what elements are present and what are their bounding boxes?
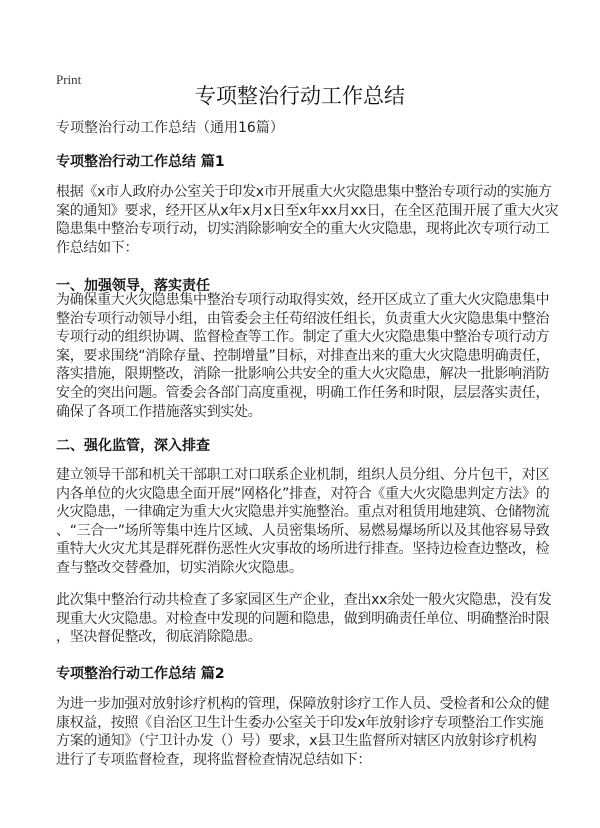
text-line: 重特大火灾尤其是群死群伤恶性火灾事故的场所进行排查。坚持边检查边整改，检: [56, 541, 550, 558]
text-line: 落实措施，限期整改，消除一批影响公共安全的重大火灾隐患，解决一批影响消防: [56, 366, 550, 383]
text-line: 康权益，按照《自治区卫生计生委办公室关于印发x年放射诊疗专项整治工作实施: [56, 714, 544, 731]
text-line: 案，要求围绕“消除存量、控制增量”目标，对排查出来的重大火灾隐患明确责任，: [56, 347, 550, 364]
paragraph-results: [56, 591, 551, 647]
section-heading-2: 专项整治行动工作总结 篇2: [56, 666, 225, 682]
text-line: 安全的突出问题。管委会各部门高度重视，明确工作任务和时限，层层落实责任，: [56, 384, 550, 401]
heading-supervision: 二、强化监管，深入排查: [56, 438, 210, 454]
text-line: 内各单位的火灾隐患全面开展“网格化”排查，对符合《重大火灾隐患判定方法》的: [56, 485, 550, 502]
text-line: 进行了专项监督检查，现将监督检查情况总结如下：: [56, 751, 372, 768]
text-line: 整治专项行动领导小组，由管委会主任苟绍波任组长，负责重大火灾隐患集中整治: [56, 310, 550, 327]
document-subtitle: 专项整治行动工作总结（通用16篇）: [56, 120, 284, 136]
text-line: 案的通知》要求，经开区从x年x月x日至x年xx月xx日，在全区范围开展了重大火灾: [56, 202, 559, 219]
text-line: 此次集中整治行动共检查了多家园区生产企业，查出xx余处一般火灾隐患，没有发: [56, 592, 552, 608]
text-line: 确保了各项工作措施落实到实处。: [56, 403, 262, 420]
text-line: 查与整改交替叠加，切实消除火灾隐患。: [56, 559, 303, 576]
section-heading-1: 专项整治行动工作总结 篇1: [56, 154, 225, 170]
text-line: 火灾隐患，一律确定为重大火灾隐患并实施整治。重点对租赁用地建筑、仓储物流: [56, 504, 550, 521]
text-line: 专项行动的组织协调、监督检查等工作。制定了重大火灾隐患集中整治专项行动方: [56, 329, 550, 346]
paragraph-section2-intro: [56, 695, 549, 769]
text-line: 根据《x市人政府办公室关于印发x市开展重大火灾隐患集中整治专项行动的实施方: [56, 184, 552, 200]
text-line: 为进一步加强对放射诊疗机构的管理，保障放射诊疗工作人员、受检者和公众的健: [56, 696, 550, 712]
text-line: 方案的通知》（宁卫计办发（）号）要求，x县卫生监督所对辖区内放射诊疗机构: [56, 733, 537, 750]
text-line: ，坚决督促整改，彻底消除隐患。: [56, 629, 262, 646]
heading-leadership: 一、加强领导，落实责任: [56, 278, 210, 294]
document-title: 专项整治行动工作总结: [195, 84, 405, 108]
paragraph-intro: [56, 183, 558, 257]
text-line: 为确保重大火灾隐患集中整治专项行动取得实效，经开区成立了重大火灾隐患集中: [56, 292, 550, 308]
text-line: 现重大火灾隐患。对检查中发现的问题和隐患，做到明确责任单位、明确整治时限: [56, 610, 550, 627]
text-line: 作总结如下：: [56, 239, 139, 256]
paragraph-supervision: [56, 466, 549, 578]
print-link[interactable]: Print: [56, 72, 82, 87]
text-line: 隐患集中整治专项行动，切实消除影响安全的重大火灾隐患，现将此次专项行动工: [56, 221, 550, 238]
text-line: 、“三合一”场所等集中连片区域、人员密集场所、易燃易爆场所以及其他容易导致: [56, 522, 550, 539]
text-line: 建立领导干部和机关干部职工对口联系企业机制，组织人员分组、分片包干，对区: [56, 467, 550, 483]
paragraph-leadership: [56, 291, 549, 421]
